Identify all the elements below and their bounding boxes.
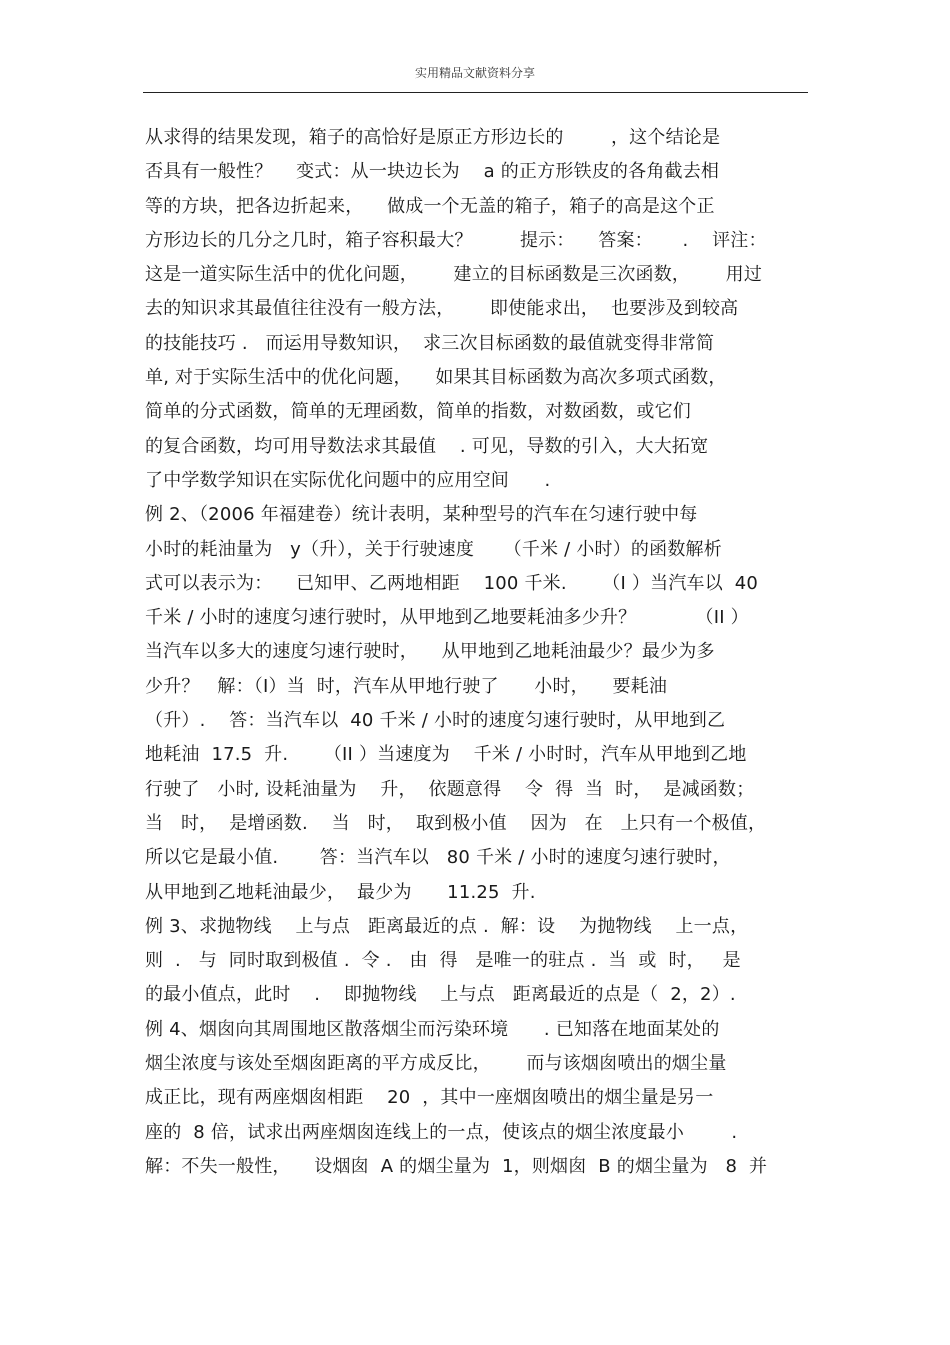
text-line: 行驶了 小时, 设耗油量为 升， 依题意得 令 得 当 时， 是减函数； [145,778,755,800]
document-body [145,121,820,1184]
text-line: 解：不失一般性， 设烟囱 A 的烟尘量为 1，则烟囱 B 的烟尘量为 8 并 [145,1155,768,1177]
text-line: 式可以表示为： 已知甲、乙两地相距 100 千米. （I ）当汽车以 40 [145,572,759,594]
text-line: 例 2、（2006 年福建卷）统计表明，某种型号的汽车在匀速行驶中每 [145,504,698,526]
text-line: 的复合函数，均可用导数法求其最值 . 可见，导数的引入，大大拓宽 [145,435,709,457]
text-line: 少升？ 解：（I）当 时，汽车从甲地行驶了 小时， 要耗油 [145,675,668,697]
text-line: 等的方块，把各边折起来， 做成一个无盖的箱子，箱子的高是这个正 [145,195,715,217]
text-line: 的最小值点，此时 . 即抛物线 上与点 距离最近的点是（ 2，2）. [145,984,736,1006]
text-line: 当汽车以多大的速度匀速行驶时， 从甲地到乙地耗油最少？最少为多 [145,641,715,663]
text-line: 当 时， 是增函数. 当 时， 取到极小值 因为 在 上只有一个极值， [145,812,767,834]
text-line: 成正比，现有两座烟囱相距 20 ，其中一座烟囱喷出的烟尘量是另一 [145,1087,714,1109]
text-line: 例 4、烟囱向其周围地区散落烟尘而污染环境 . 已知落在地面某处的 [145,1018,720,1040]
text-line: 否具有一般性？ 变式：从一块边长为 a 的正方形铁皮的各角截去相 [145,161,720,183]
text-line: 所以它是最小值. 答：当汽车以 80 千米 / 小时的速度匀速行驶时， [145,847,731,869]
text-line: 例 3、求抛物线 上与点 距离最近的点 . 解：设 为抛物线 上一点， [145,915,749,937]
text-line: 从求得的结果发现，箱子的高恰好是原正方形边长的 ，这个结论是 [145,127,721,148]
header-rule [143,92,808,93]
text-line: 方形边长的几分之几时，箱子容积最大？ 提示： 答案： . 评注： [145,229,767,251]
text-line: 小时的耗油量为 y（升），关于行驶速度 （千米 / 小时）的函数解析 [145,538,722,560]
text-line: 烟尘浓度与该处至烟囱距离的平方成反比， 而与该烟囱喷出的烟尘量 [145,1053,727,1075]
text-line: 单, 对于实际生活中的优化问题， 如果其目标函数为高次多项式函数， [145,367,727,389]
text-line: （升）. 答：当汽车以 40 千米 / 小时的速度匀速行驶时，从甲地到乙 [145,710,726,732]
text-line: 去的知识求其最值往往没有一般方法， 即使能求出， 也要涉及到较高 [145,298,739,320]
text-line: 的技能技巧 . 而运用导数知识， 求三次目标函数的最值就变得非常简 [145,332,715,354]
text-line: 简单的分式函数，简单的无理函数，简单的指数，对数函数，或它们 [145,401,691,423]
text-line: 则 . 与 同时取到极值 . 令 . 由 得 是唯一的驻点 . 当 或 时， 是 [145,950,741,972]
text-line: 这是一道实际生活中的优化问题， 建立的目标函数是三次函数， 用过 [145,264,763,286]
text-line: 千米 / 小时的速度匀速行驶时，从甲地到乙地要耗油多少升？ （II ） [145,607,749,629]
page-header: 实用精品文献资料分享 [414,66,535,80]
text-line: 从甲地到乙地耗油最少， 最少为 11.25 升. [145,881,536,903]
text-line: 了中学数学知识在实际优化问题中的应用空间 . [145,469,551,491]
text-line: 座的 8 倍，试求出两座烟囱连线上的一点，使该点的烟尘浓度最小 . [145,1121,738,1143]
text-line: 地耗油 17.5 升. （II ）当速度为 千米 / 小时时，汽车从甲地到乙地 [145,744,747,766]
